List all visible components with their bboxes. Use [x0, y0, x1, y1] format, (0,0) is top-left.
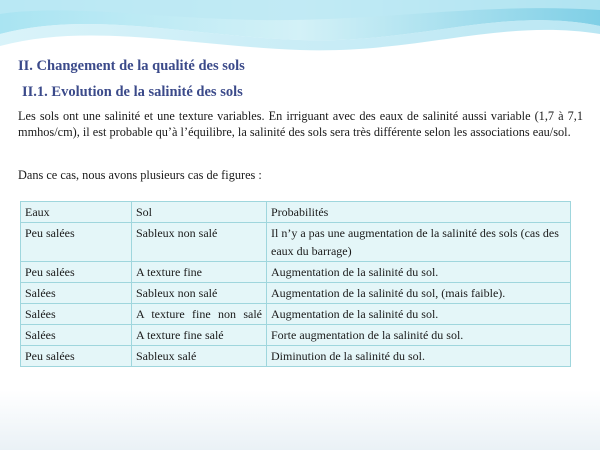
- water-cell: Salées: [21, 304, 132, 325]
- table-row: [21, 223, 571, 262]
- water-cell: Salées: [21, 325, 132, 346]
- probability-cell: Forte augmentation de la salinité du sol.: [267, 325, 571, 346]
- water-cell: Salées: [21, 283, 132, 304]
- water-cell: Peu salées: [21, 346, 132, 367]
- probability-cell: Il n’y a pas une augmentation de la salinité des sols (cas des eaux du barrage): [267, 223, 571, 262]
- water-cell: Peu salées: [21, 262, 132, 283]
- soil-cell: A texture fine non salé: [132, 304, 267, 325]
- probability-cell: Augmentation de la salinité du sol.: [267, 262, 571, 283]
- table-row: [21, 262, 571, 283]
- cases-intro-paragraph: Dans ce cas, nous avons plusieurs cas de figures :: [18, 168, 262, 182]
- soil-cell: Sableux non salé: [132, 223, 267, 262]
- probability-cell: Diminution de la salinité du sol.: [267, 346, 571, 367]
- subsection-heading: II.1. Evolution de la salinité des sols: [22, 84, 243, 100]
- soil-cell: Sableux salé: [132, 346, 267, 367]
- section-heading: II. Changement de la qualité des sols: [18, 58, 245, 74]
- table-row: [21, 346, 571, 367]
- salinity-table: [20, 201, 571, 367]
- header-wave-decoration: [0, 0, 600, 62]
- soil-cell: Sableux non salé: [132, 283, 267, 304]
- intro-paragraph: Les sols ont une salinité et une texture variables. En irriguant avec des eaux de salinité aussi variable (1,7 à 7,1 mmhos/cm), il est probable qu’à l’équilibre, la salinité des sols sera très différente selon les associations eau/sol.: [18, 109, 583, 139]
- probability-cell: Augmentation de la salinité du sol, (mais faible).: [267, 283, 571, 304]
- soil-cell: A texture fine: [132, 262, 267, 283]
- table-header-row: [21, 202, 571, 223]
- bottom-shade-decoration: [0, 390, 600, 450]
- water-cell: Peu salées: [21, 223, 132, 262]
- table-row: [21, 304, 571, 325]
- probability-cell: Augmentation de la salinité du sol.: [267, 304, 571, 325]
- table-header-cell: Probabilités: [267, 202, 571, 223]
- soil-cell: A texture fine salé: [132, 325, 267, 346]
- table-row: [21, 283, 571, 304]
- table-header-cell: Eaux: [21, 202, 132, 223]
- table-header-cell: Sol: [132, 202, 267, 223]
- table-row: [21, 325, 571, 346]
